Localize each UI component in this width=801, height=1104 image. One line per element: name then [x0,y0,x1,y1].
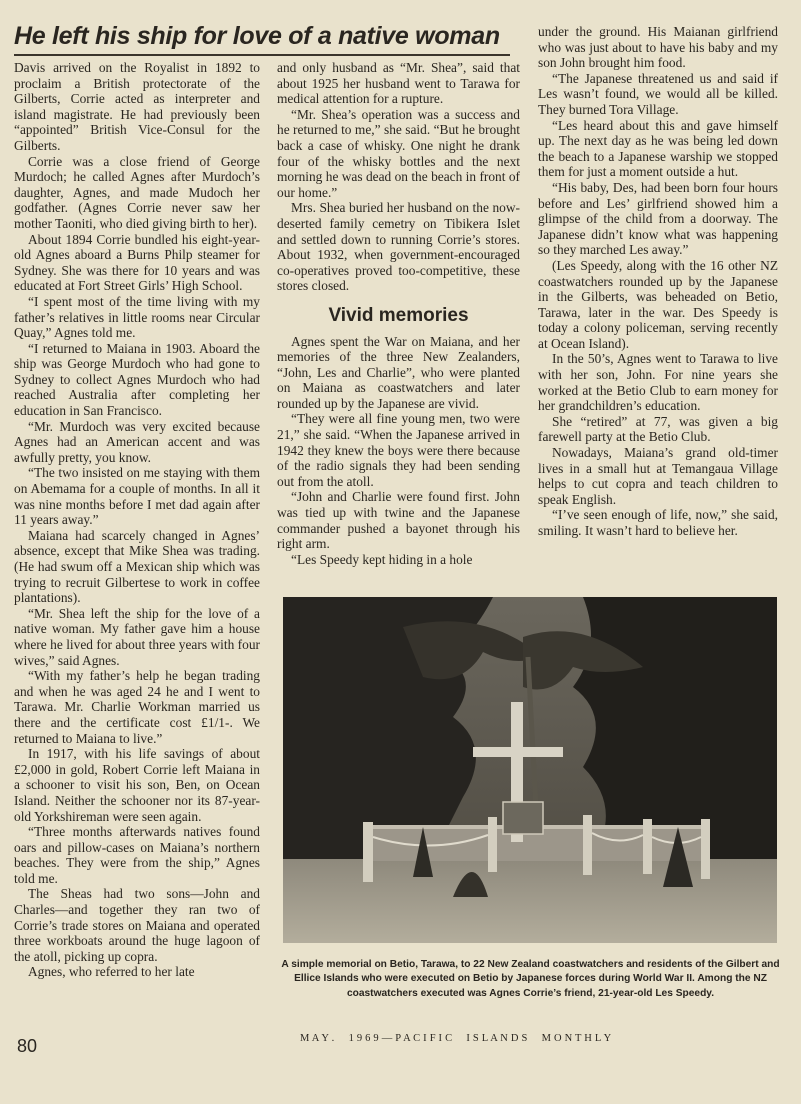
photo-caption: A simple memorial on Betio, Tarawa, to 22 New Zealand coastwatchers and residents of the Gilbert and Ellice Islands who were executed on Betio by Japanese forces during World War II. Among the NZ coastwatchers executed was Agnes Corrie’s friend, 21-year-old Les Speedy. [281,959,780,999]
paragraph: In the 50’s, Agnes went to Tarawa to live with her son, John. For nine years she worked at the Betio Club to earn money for her grandchildren’s education. [538,351,778,414]
paragraph: “They were all fine young men, two were 21,” she said. “When the Japanese arrived in 1942 they knew the boys were there because of the radio signals they had been sending out from the atoll. [277,411,520,489]
paragraph: “I returned to Maiana in 1903. Aboard the ship was George Murdoch who had gone to Sydney to collect Agnes Murdoch who had reached Australia after completing her education in San Francisco. [14,340,260,419]
subhead: Vivid memories [328,304,469,326]
paragraph: “Mr. Shea’s operation was a success and he returned to me,” she said. “But he brought back a case of whisky. One night he drank four of the whisky bottles and the next morning he was dead on the beach in front of our home.” [277,106,520,200]
paragraph: Maiana had scarcely changed in Agnes’ absence, except that Mike Shea was trading. (He had swum off a Mexican ship which was trying to recruit Gilbertese to work in coffee plantations). [14,527,260,606]
headline-rule [14,54,510,56]
paragraph: “Mr. Murdoch was very excited because Agnes had an American accent and was awfully pretty, you know. [14,418,260,465]
column-1 [14,60,260,980]
paragraph: Mrs. Shea buried her husband on the now-deserted family cemetry on Tibikera Islet and settled down to running Corrie’s stores. About 1932, when government-encouraged co-operatives proved too-competitive, these stores closed. [277,200,520,294]
paragraph: under the ground. His Maianan girlfriend who was just about to have his baby and my son John brought him food. [538,24,778,71]
memorial-photo [283,597,777,943]
paragraph: “I spent most of the time living with my father’s relatives in little rooms near Circular Quay,” Agnes told me. [14,293,260,341]
paragraph: and only husband as “Mr. Shea”, said that about 1925 her husband went to Tarawa for medical attention for a rupture. [277,60,520,107]
paragraph: (Les Speedy, along with the 16 other NZ coastwatchers rounded up by the Japanese in the Gilberts, was beheaded on Betio, Tarawa, later in the war. Des Speedy is today a colony policeman, serving recently at Ocean Island). [538,257,778,351]
paragraph: “Three months afterwards natives found oars and pillow-cases on Maiana’s northern beaches. They were from the ship,” Agnes told me. [14,824,260,886]
paragraph: “With my father’s help he began trading and when he was aged 24 he and I went to Tarawa. Mr. Charlie Workman married us there and the certificate cost £1/1-. We returned to Maiana to live.” [14,668,260,746]
page-number: 80 [17,1036,38,1056]
paragraph: “The two insisted on me staying with them on Abemama for a couple of months. In all it was nine months before I met dad again after 11 years away.” [14,465,260,528]
headline: He left his ship for love of a native woman [14,22,500,50]
paragraph: In 1917, with his life savings of about £2,000 in gold, Robert Corrie left Maiana in a schooner to visit his son, Ben, on Ocean Island. Neither the schooner nor its 87-year-old Yorkshireman were seen again. [14,746,260,824]
paragraph: “Les heard about this and gave himself up. The next day as he was being led down the beach to a Japanese warship we stopped them for just a moment outside a hut. [538,117,778,180]
paragraph: She “retired” at 77, was given a big farewell party at the Betio Club. [538,413,778,445]
paragraph: “Les Speedy kept hiding in a hole [291,551,473,567]
paragraph: Davis arrived on the Royalist in 1892 to proclaim a British protectorate of the Gilberts, Corrie acted as interpreter and island magistrate. He had previously been “appointed” British Vice-Consul for the Gilberts. [14,60,260,153]
paragraph: “I’ve seen enough of life, now,” she said, smiling. It wasn’t hard to believe her. [538,507,778,538]
column-3 [538,24,778,539]
paragraph: “John and Charlie were found first. John was tied up with twine and the Japanese commander pushed a bayonet through his right arm. [277,489,520,552]
publication-footer: M A Y . 1 9 6 9 — P A C I F I C I S L A N D S M O N T H L Y [300,1033,612,1044]
paragraph: “Mr. Shea left the ship for the love of a native woman. My father gave him a house where he lived for about three years with four wives,” said Agnes. [14,605,260,668]
paragraph: Agnes, who referred to her late [28,964,195,980]
paragraph: “The Japanese threatened us and said if Les wasn’t found, we would all be killed. They burned Tora Village. [538,70,778,117]
column-2-top-text [277,60,520,294]
paragraph: Corrie was a close friend of George Murdoch; he called Agnes after Murdoch’s daughter, Agnes, and made Mudoch her godfather. (Agnes Corrie never saw her mother Taoniti, who died giving birth to her). [14,153,260,231]
paragraph: Agnes spent the War on Maiana, and her memories of the three New Zealanders, “John, Les and Charlie”, who were planted on Maiana as coastwatchers and later rounded up by the Japanese are vivid. [277,333,520,411]
column-2-bottom-text [277,334,520,568]
paragraph: About 1894 Corrie bundled his eight-year-old Agnes aboard a Burns Philp steamer for Sydney. She was there for 10 years and was educated at Fort Street Girls’ High School. [14,231,260,294]
paragraph: Nowadays, Maiana’s grand old-timer lives in a small hut at Temangaua Village helps to cut copra and teach children to speak English. [538,445,778,507]
paragraph: The Sheas had two sons—John and Charles—and together they ran two of Corrie’s trade stores on Maiana and operated three workboats around the huge lagoon of the atoll, picking up copra. [14,886,260,964]
column-2 [277,60,520,567]
paragraph: “His baby, Des, had been born four hours before and Les’ girlfriend showed him a glimpse of the child from a doorway. The Japanese didn’t know what was happening so they marched Les away.” [538,179,778,258]
